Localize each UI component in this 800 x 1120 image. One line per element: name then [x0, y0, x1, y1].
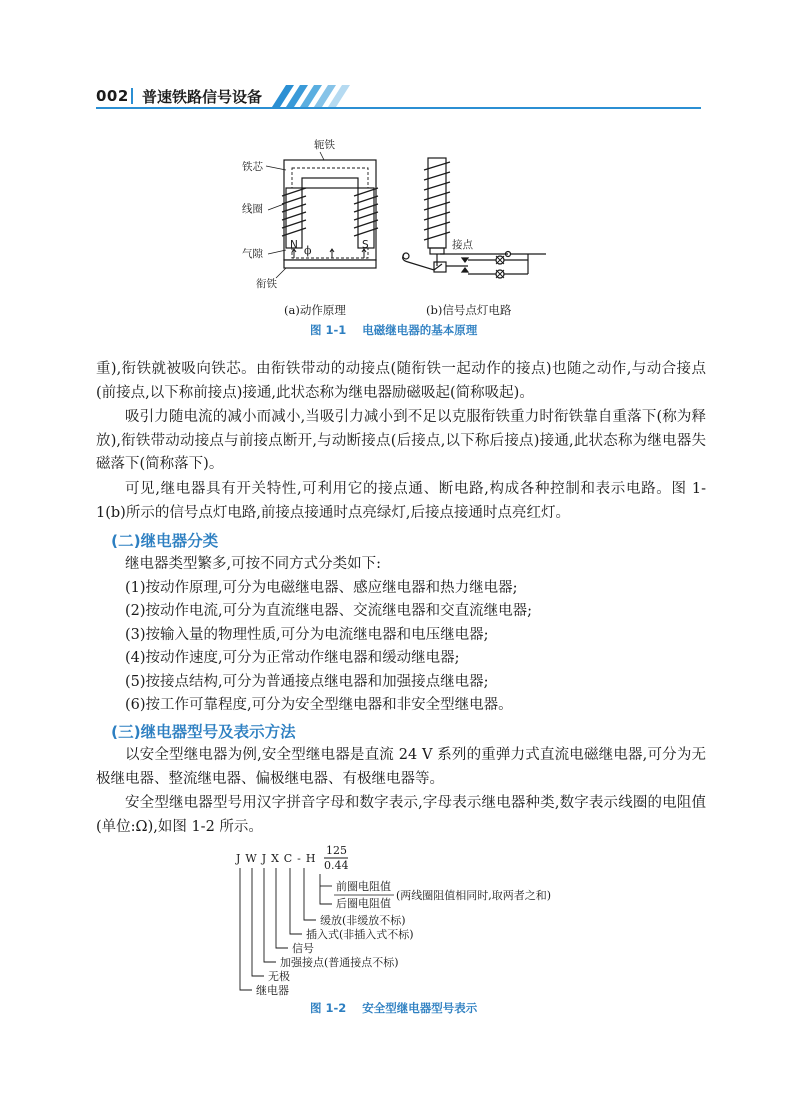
annotation-reinforced: 加强接点(普通接点不标) [280, 956, 399, 969]
label-pole-n: N [290, 239, 298, 251]
figure1-subcaption-a: (a)动作原理 [284, 303, 346, 317]
figure2-caption-text: 安全型继电器型号表示 [362, 1001, 478, 1015]
annotation-slow-release: 缓放(非缓放不标) [320, 914, 406, 927]
annotation-coil-note: (两线圈阻值相同时,取两者之和) [396, 889, 552, 902]
paragraph-2: 吸引力随电流的减小而减小,当吸引力减小到不足以克服衔铁重力时衔铁靠自重落下(称为释放),衔铁带动动接点与前接点断开,与动断接点(后接点,以下称后接点)接通,此状态称为继电器失磁落下(简称落下)。 [96, 409, 706, 472]
label-air-gap: 气隙 [242, 248, 263, 260]
annotation-signal: 信号 [292, 942, 314, 955]
page-number: 002 [96, 87, 129, 105]
label-iron-core: 铁芯 [242, 161, 263, 173]
label-pole-s: S [362, 239, 369, 251]
label-contact: 接点 [452, 239, 473, 251]
list-item: (3)按输入量的物理性质,可分为电流继电器和电压继电器; [125, 627, 489, 643]
model-code: JWJXC-H [236, 852, 321, 865]
paragraph-6: 安全型继电器型号用汉字拼音字母和数字表示,字母表示继电器种类,数字表示线圈的电阻值(单位:Ω),如图 1-2 所示。 [96, 795, 706, 835]
figure2-caption [310, 1000, 477, 1016]
annotation-relay: 继电器 [256, 984, 289, 997]
paragraph-1: 重),衔铁就被吸向铁芯。由衔铁带动的动接点(随衔铁一起动作的接点)也随之动作,与动合接点(前接点,以下称前接点)接通,此状态称为继电器励磁吸起(简称吸起)。 [96, 361, 706, 401]
label-armature: 衔铁 [256, 278, 277, 290]
paragraph-3: 可见,继电器具有开关特性,可利用它的接点通、断电路,构成各种控制和表示电路。图 1-1(b)所示的信号点灯电路,前接点接通时点亮绿灯,后接点接通时点亮红灯。 [96, 481, 706, 521]
figure1-caption [310, 322, 477, 338]
list-item: (1)按动作原理,可分为电磁继电器、感应继电器和热力继电器; [125, 580, 518, 596]
annotation-rear-coil: 后圈电阻值 [336, 897, 391, 910]
label-yoke: 轭铁 [314, 139, 335, 151]
annotation-non-polar: 无极 [268, 970, 290, 983]
annotation-front-coil: 前圈电阻值 [336, 880, 391, 893]
header-divider [131, 88, 133, 104]
fraction-top: 125 [326, 844, 347, 857]
relay-diagram-a [266, 152, 378, 278]
list-item: (4)按动作速度,可分为正常动作继电器和缓动继电器; [125, 650, 460, 666]
header-rule [96, 107, 701, 109]
paragraph-4: 继电器类型繁多,可按不同方式分类如下: [125, 556, 381, 572]
paragraph-5: 以安全型继电器为例,安全型继电器是直流 24 V 系列的重弹力式直流电磁继电器,可分为无极继电器、整流继电器、偏极继电器、有极继电器等。 [96, 747, 706, 787]
figure1-caption-text: 电磁继电器的基本原理 [362, 323, 478, 337]
label-flux: ϕ [304, 244, 312, 257]
fraction-bottom: 0.44 [324, 859, 349, 872]
figure-relay-model-code [228, 840, 588, 1000]
figure1-caption-number: 图 1-1 [310, 323, 347, 337]
relay-diagram-b [403, 158, 546, 278]
figure1-subcaption-b: (b)信号点灯电路 [426, 303, 512, 317]
page-header [0, 0, 800, 110]
figure-relay-principle [228, 130, 558, 320]
list-item: (2)按动作电流,可分为直流继电器、交流继电器和交直流继电器; [125, 603, 533, 619]
header-stripes-decoration [262, 85, 352, 107]
annotation-plug-in: 插入式(非插入式不标) [306, 928, 414, 941]
list-item: (6)按工作可靠程度,可分为安全型继电器和非安全型继电器。 [125, 697, 513, 713]
book-title: 普速铁路信号设备 [142, 88, 263, 106]
section-heading-model: (三)继电器型号及表示方法 [111, 723, 296, 741]
list-item: (5)按接点结构,可分为普通接点继电器和加强接点继电器; [125, 674, 489, 690]
figure2-caption-number: 图 1-2 [310, 1001, 347, 1015]
section-heading-classification: (二)继电器分类 [111, 532, 219, 550]
label-coil: 线圈 [242, 203, 263, 215]
